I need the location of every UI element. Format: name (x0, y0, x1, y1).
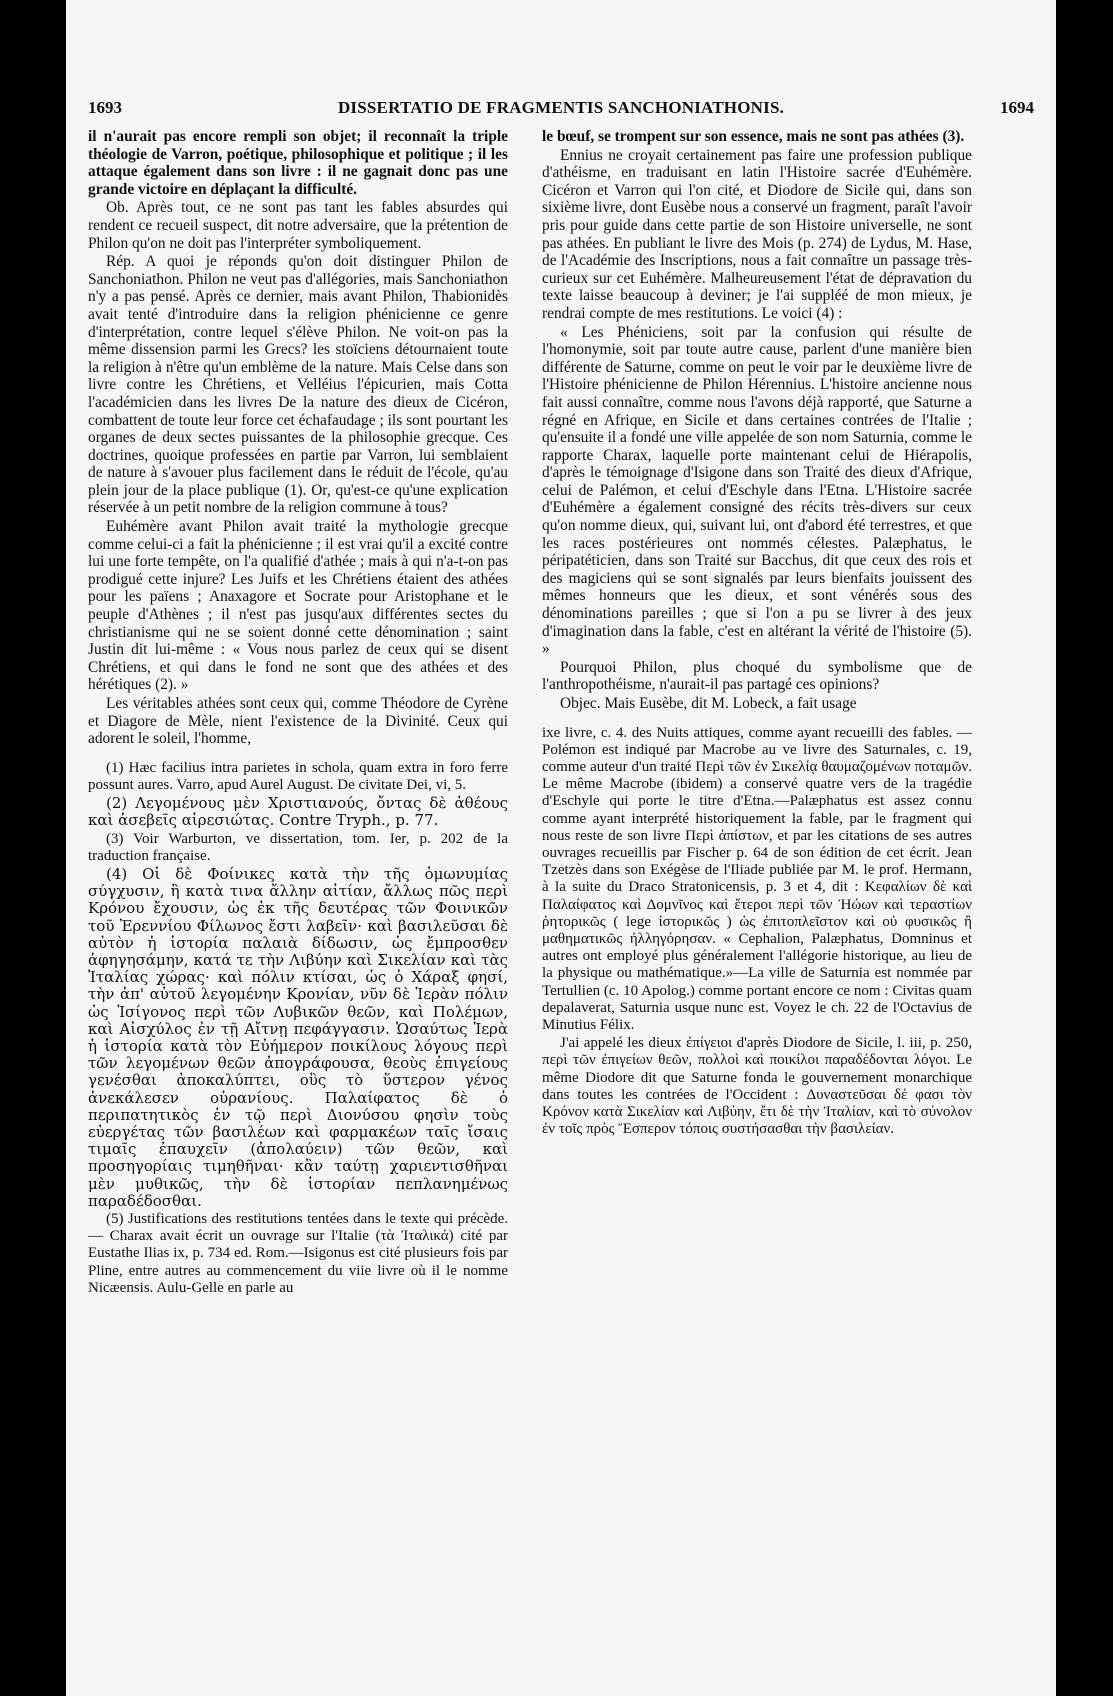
paragraph: Les véritables athées sont ceux qui, comme Théodore de Cyrène et Diagore de Mèle, nient l'existence de la Divinité. Ceux qui adorent le soleil, l'homme, (88, 695, 508, 748)
right-margin-strip (1056, 0, 1113, 1696)
footnote: (4) Οἱ δὲ Φοίνικες κατὰ τὴν τῆς ὁμωνυμίας σύγχυσιν, ἢ κατὰ τινα ἄλλην αἰτίαν, ἄλλως πῶς περὶ Κρόνου ἔχουσιν, ὡς ἐκ τῆς δευτέρας τῶν Φοινικῶν τοῦ Ἐρεννίου Φίλωνος ἔστι λαβεῖν· καὶ βασιλεῦσαι δὲ αὐτὸν ἡ ἱστορία παλαιὰ δίδωσιν, ὡς ἔμπροσθεν ἀφηγησάμην, κατά τε τὴν Λιβύην καὶ Σικελίαν καὶ τὰς Ἰταλίας χώρας· καὶ πόλιν κτίσαι, ὡς ὁ Χάραξ φησί, τὴν ἀπ' αὐτοῦ λεγομένην Κρονίαν, νῦν δὲ Ἱερὰν πόλιν ὡς Ἰσίγονος περὶ τῶν Λυβικῶν θεῶν, καὶ Πολέμων, καὶ Αἰσχύλος ἐν τῇ Αἴτνῃ πεφάγγασιν. Ὡσαύτως Ἱερὰ ἡ ἱστορία κατὰ τὸν Εὐήμερον ποικίλους λόγους περὶ τῶν λεγομένων θεῶν ἀπογράφουσα, θεοὺς ἐπιγείους γενέσθαι ἀποκαλύπτει, οὓς τὸ ὕστερον γένος ἀνεκάλεσεν οὐρανίους. Παλαίφατος δὲ ὁ περιπατητικὸς ἐν τῷ περὶ Διονύσου φησὶν τοὺς εὐεργέτας τῶν βασιλέων καὶ φαρμακέων ταῖς ἴσαις τιμαῖς ἐπαυχεῖν (ἀπολαύειν) τῶν θεῶν, καὶ προσηγορίαις τιμηθῆναι· κἂν ταύτῃ χαριεντισθῆναι μὲν μυθικῶς, τὴν δὲ ἱστορίαν πεπλανημένως παραδέδοσθαι. (88, 865, 508, 1210)
right-column (542, 128, 972, 1656)
paragraph: Pourquoi Philon, plus choqué du symbolisme que de l'anthropothéisme, n'aurait-il pas partagé ces opinions? (542, 658, 972, 694)
paragraph: il n'aurait pas encore rempli son objet; il reconnaît la triple théologie de Varron, poétique, philosophique et politique ; il les attaque également dans son livre : il ne gagnait donc pas une grande victoire en déplaçant la difficulté. (88, 128, 508, 198)
footnote: ixe livre, c. 4. des Nuits attiques, comme ayant recueilli des fables. — Polémon est indiqué par Macrobe au ve livre des Saturnales, c. 19, comme auteur d'un traité Περὶ τῶν ἐν Σικελίᾳ θαυμαζομένων ποταμῶν. Le même Macrobe (ibidem) a conservé quatre vers de la tragédie d'Eschyle qui porte le titre d'Etna.—Palæphatus est assez connu comme ayant interprété historiquement la fable, par le fragment qui nous reste de son livre Περὶ ἀπίστων, et par les citations de ses autres ouvrages recueillis par Fischer p. 64 de son édition de cet écrit. Jean Tzetzès dans son Exégèse de l'Iliade publiée par M. le prof. Hermann, à la suite du Draco Stratonicensis, p. 3 et 4, dit : Κεφαλίων δὲ καὶ Παλαίφατος καὶ Δομνῖνος καὶ ἕτεροι περὶ τῶν Ἡώων καὶ τεραστίων ῥητορικῶς ( lege ἱστορικῶς ) ὡς ἐπιτοπλεῖστον καὶ οὐ φυσικῶς ἢ μαθηματικῶς ἠλληγόρησαν. « Cephalion, Palæphatus, Domninus et autres ont employé plus généralement l'allégorie historique, au lieu de la physique ou mathématique.»—La ville de Saturnia est nommée par Tertullien (c. 10 Apolog.) comme portant encore ce nom : Civitas quam depalaverat, Saturnia usque nunc est. Voyez le ch. 22 de l'Octavius de Minutius Félix. (542, 724, 972, 1034)
footnote: (1) Hæc facilius intra parietes in schola, quam extra in foro ferre possunt aures. Varro, apud Aurel August. De civitate Dei, vi, 5. (88, 759, 508, 793)
page-number-right: 1694 (1000, 98, 1034, 117)
right-main-text (542, 128, 972, 713)
page-number-left: 1693 (88, 98, 122, 117)
running-title: DISSERTATIO DE FRAGMENTIS SANCHONIATHONIS. (337, 98, 785, 117)
running-header (88, 98, 1034, 122)
footnote: (3) Voir Warburton, ve dissertation, tom. Ier, p. 202 de la traduction française. (88, 830, 508, 864)
footnote: (5) Justifications des restitutions tentées dans le texte qui précède. — Charax avait écrit un ouvrage sur l'Italie (τὰ Ἰταλικά) cité par Eustathe Ilias ix, p. 734 ed. Rom.—Isigonus est cité plusieurs fois par Pline, entre autres au commencement du viie livre où il le nomme Nicæensis. Aulu-Gelle en parle au (88, 1211, 508, 1296)
paragraph: Ob. Après tout, ce ne sont pas tant les fables absurdes qui rendent ce recueil suspect, dit notre adversaire, que la prétention de Philon qu'on ne doit pas l'interpréter symboliquement. (88, 199, 508, 252)
paragraph: Objec. Mais Eusèbe, dit M. Lobeck, a fait usage (560, 695, 857, 712)
right-footnotes (542, 725, 972, 1139)
left-main-text (88, 128, 508, 748)
paragraph: Ennius ne croyait certainement pas faire une profession publique d'athéisme, en traduisant en latin l'Histoire sacrée d'Euhémère. Cicéron et Varron qui l'on cité, et Diodore de Sicile qui, dans son sixième livre, dont Eusèbe nous a conservé un fragment, paraît l'avoir pris pour guide dans cette partie de son Histoire universelle, ne sont pas athées. En publiant le livre des Mois (p. 274) de Lydus, M. Hase, de l'Académie des Inscriptions, nous a fait connaître un passage très-curieux sur cet Euhémère. Malheureusement l'état de dépravation du texte laisse beaucoup à deviner; je l'ai suppléé de mon mieux, je rendrai compte de mes restitutions. Le voici (4) : (542, 146, 972, 322)
paragraph: le bœuf, se trompent sur son essence, mais ne sont pas athées (3). (542, 128, 965, 145)
paragraph: Rép. A quoi je réponds qu'on doit distinguer Philon de Sanchoniathon. Philon ne veut pas d'allégories, mais Sanchoniathon n'y a pas pensé. Après ce dernier, mais avant Philon, Thabionidès avait tenté d'introduire dans la religion phénicienne ce genre d'interprétation, contre lequel s'élève Philon. Ne voit-on pas la même dissension parmi les Grecs? les stoïciens détournaient toute la religion à n'être qu'un emblème de la nature. Mais Celse dans son livre contre les Chrétiens, et Velléius l'épicurien, mais Cotta l'académicien dans les livres De la nature des dieux de Cicéron, combattent de toute leur force cet échafaudage ; ils sont pourtant les organes de deux sectes puissantes de la philosophie grecque. Ces doctrines, quoique professées en partie par Varron, lui semblaient de nature à s'avouer plus facilement dans le réduit de l'école, qu'au plein jour de la place publique (1). Or, qu'est-ce qu'une explication réservée à un petit nombre de la religion commune à tous? (88, 253, 508, 517)
paragraph: Euhémère avant Philon avait traité la mythologie grecque comme celui-ci a fait la phénicienne ; il est vrai qu'il a excité contre lui une forte tempête, on l'a qualifié d'athée ; mais à qui n'a-t-on pas prodigué cette injure? Les Juifs et les Chrétiens étaient des athées pour les païens ; Anaxagore et Socrate pour Aristophane et le peuple d'Athènes ; il n'est pas jusqu'aux différentes sectes du christianisme qui ne se soient donné cette dénomination ; saint Justin dit lui-même : « Vous nous parlez de ceux qui se disent Chrétiens, et qui dans le fond ne sont que des athées et des hérétiques (2). » (88, 518, 508, 694)
paragraph: « Les Phéniciens, soit par la confusion qui résulte de l'homonymie, soit par toute autre cause, parlent d'une manière bien différente de Saturne, comme on peut le voir par le deuxième livre de l'Histoire phénicienne de Philon Hérennius. L'histoire ancienne nous fait aussi connaître, comme nous l'avons déjà rapporté, que Saturne a régné en Afrique, en Sicile et dans certaines contrées de l'Italie ; qu'ensuite il a fondé une ville appelée de son nom Saturnia, comme le rapporte Charax, laquelle porte maintenant celui de Hiérapolis, d'après le témoignage d'Isigone dans son Traité des dieux d'Afrique, celui de Palémon, et celui d'Eschyle dans l'Etna. L'Histoire sacrée d'Euhémère a également consigné des récits très-divers sur ceux qu'on nomme dieux, qui, suivant lui, ont d'abord été terrestres, et que les races postérieures ont nommés célestes. Palæphatus, le péripatéticien, dans son Traité sur Bacchus, dit que ceux des rois et des magiciens qui se sont signalés par leurs bienfaits jouissent des mêmes honneurs que les dieux, et sont vénérés sous des dénominations pareilles ; que si l'on a pu se livrer à des jeux d'imagination dans la fable, c'est en altérant la vérité de l'histoire (5). » (542, 323, 972, 658)
footnote: J'ai appelé les dieux ἐπίγειοι d'après Diodore de Sicile, l. iii, p. 250, περὶ τῶν ἐπιγείων θεῶν, πολλοὶ καὶ ποικίλοι παραδέδονται λόγοι. Le même Diodore dit que Saturne fonda le gouvernement monarchique dans toutes les contrées de l'Occident : Δυναστεῦσαι δέ φασι τὸν Κρόνον κατὰ Σικελίαν καὶ Λιβύην, ἔτι δὲ τὴν Ἰταλίαν, καὶ τὸ σύνολον ἐν τοῖς πρὸς Ἕσπερον τόποις συστήσασθαι τὴν βασιλείαν. (542, 1035, 972, 1138)
binding-margin (0, 0, 66, 1696)
footnote: (2) Λεγομένους μὲν Χριστιανούς, ὄντας δὲ ἀθέους καὶ ἀσεβεῖς αἱρεσιώτας. Contre Tryph., p. 77. (88, 794, 508, 830)
left-footnotes (88, 760, 508, 1297)
page-sheet (66, 0, 1056, 1696)
left-column (88, 128, 508, 1656)
